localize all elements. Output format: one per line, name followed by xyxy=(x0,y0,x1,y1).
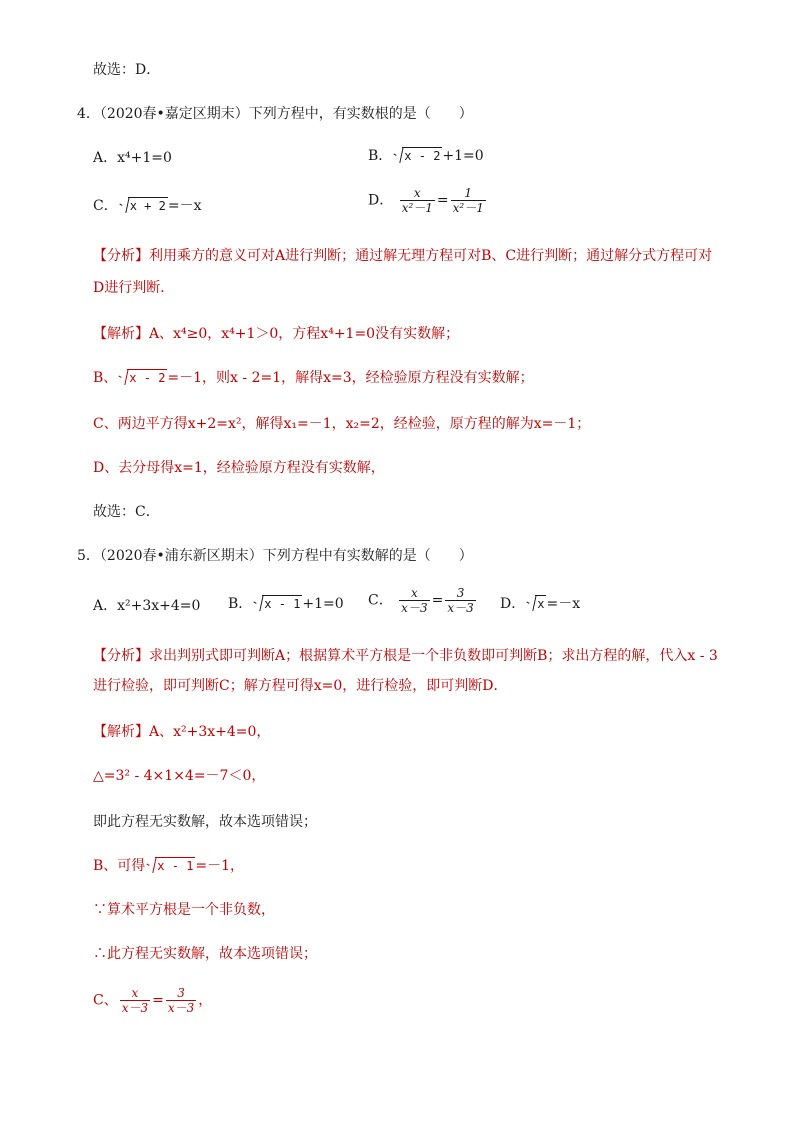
sqrt-sign xyxy=(119,196,168,216)
solution-prefix: B、 xyxy=(93,370,118,386)
solution-text: =－1， xyxy=(195,858,245,874)
numerator: x xyxy=(413,186,421,200)
option-label: A． xyxy=(93,150,118,166)
fraction xyxy=(445,586,475,615)
denominator: x²－1 xyxy=(401,201,433,215)
radicand: x - 1 xyxy=(264,597,301,611)
numerator: 3 xyxy=(177,986,185,1000)
option-label: D． xyxy=(500,596,526,612)
denominator: x²－1 xyxy=(452,201,484,215)
numerator: 1 xyxy=(464,186,473,200)
fraction xyxy=(166,986,196,1015)
radicand: x - 2 xyxy=(404,149,441,163)
radicand: x - 1 xyxy=(157,859,194,873)
numerator: 3 xyxy=(456,586,465,600)
option-equation: +1=0 xyxy=(302,596,344,612)
q5-delta: △=3² - 4×1×4=－7＜0， xyxy=(93,768,266,784)
option-label: C． xyxy=(368,592,393,609)
sqrt-sign xyxy=(253,594,302,614)
option-label: C． xyxy=(93,198,118,214)
sqrt-sign xyxy=(118,368,167,388)
q5-option-d xyxy=(500,594,580,614)
fraction xyxy=(399,586,429,615)
q4-analysis-line2: D进行判断． xyxy=(93,280,175,296)
q5-therefore: ∴此方程无实数解，故本选项错误； xyxy=(93,946,317,962)
denominator: x－3 xyxy=(447,601,474,615)
solution-text: =－1，则x - 2=1，解得x=3，经检验原方程没有实数解； xyxy=(167,370,534,386)
solution-text: ， xyxy=(198,992,213,1009)
q4-option-b xyxy=(368,146,484,166)
denominator: x－3 xyxy=(121,1001,149,1015)
q4-answer: 故选：C． xyxy=(93,504,160,520)
q4-solution-c: C、两边平方得x+2=x²，解得x₁=－1，x₂=2，经检验，原方程的解为x=－1； xyxy=(93,416,591,432)
option-equation: =－x xyxy=(546,596,581,612)
q4-option-d: D． $\frac{x}{\text{x²－1}}$ = $\frac{1}{\text{x²－1}}$ xyxy=(368,186,484,215)
option-label: B． xyxy=(368,148,393,164)
option-equation: x⁴+1=0 xyxy=(117,150,172,166)
radicand: x xyxy=(537,597,545,611)
q4-stem: 4．（2020春•嘉定区期末）下列方程中，有实数根的是（ ） xyxy=(77,106,473,122)
fraction xyxy=(400,186,435,215)
option-label: D． xyxy=(368,192,394,209)
q4-solution-b xyxy=(93,368,534,388)
q5-option-c: C． $\frac{x}{x-3}$ = $\frac{3}{x-3}$ xyxy=(368,586,474,615)
q5-stem: 5．（2020春•浦东新区期末）下列方程中有实数解的是（ ） xyxy=(77,548,473,564)
q5-no-solution: 即此方程无实数解，故本选项错误； xyxy=(93,814,317,830)
sqrt-sign xyxy=(146,856,195,876)
fraction xyxy=(120,986,150,1015)
fraction xyxy=(451,186,486,215)
sqrt-sign xyxy=(393,146,442,166)
q5-analysis-line2: 进行检验，即可判断C；解方程可得x=0，进行检验，即可判断D． xyxy=(93,678,508,694)
numerator: x xyxy=(131,986,139,1000)
radicand: x - 2 xyxy=(129,371,166,385)
q5-solution-a: 【解析】A、x²+3x+4=0， xyxy=(93,724,271,740)
q4-solution-a: 【解析】A、x⁴≥0，x⁴+1＞0，方程x⁴+1=0没有实数解； xyxy=(93,326,460,342)
radicand: x + 2 xyxy=(129,199,166,213)
numerator: x xyxy=(410,586,418,600)
q4-solution-d: D、去分母得x=1，经检验原方程没有实数解， xyxy=(93,460,385,476)
q4-analysis-line1: 【分析】利用乘方的意义可对A进行判断；通过解无理方程可对B、C进行判断；通过解分式方程可对 xyxy=(93,248,713,264)
q5-solution-c: C、 $\frac{x}{x-3}$ = $\frac{3}{x-3}$ ， xyxy=(93,986,213,1015)
q5-analysis-line1: 【分析】求出判别式即可判断A；根据算术平方根是一个非负数即可判断B；求出方程的解，代入x - 3 xyxy=(93,648,718,664)
denominator: x－3 xyxy=(401,601,428,615)
q4-option-c xyxy=(93,196,201,216)
solution-prefix: C、 xyxy=(93,992,118,1009)
solution-prefix: B、可得 xyxy=(93,858,146,874)
q5-option-a: A．x²+3x+4=0 xyxy=(93,598,201,614)
option-equation: =－x xyxy=(167,198,202,214)
option-equation: +1=0 xyxy=(442,148,484,164)
q5-option-b xyxy=(228,594,344,614)
q3-answer: 故选：D． xyxy=(93,62,161,78)
denominator: x－3 xyxy=(167,1001,195,1015)
q4-option-a xyxy=(93,148,172,168)
q5-solution-b xyxy=(93,856,244,876)
sqrt-sign xyxy=(526,594,546,614)
q5-because: ∵算术平方根是一个非负数， xyxy=(93,902,275,918)
option-label: B． xyxy=(228,596,253,612)
